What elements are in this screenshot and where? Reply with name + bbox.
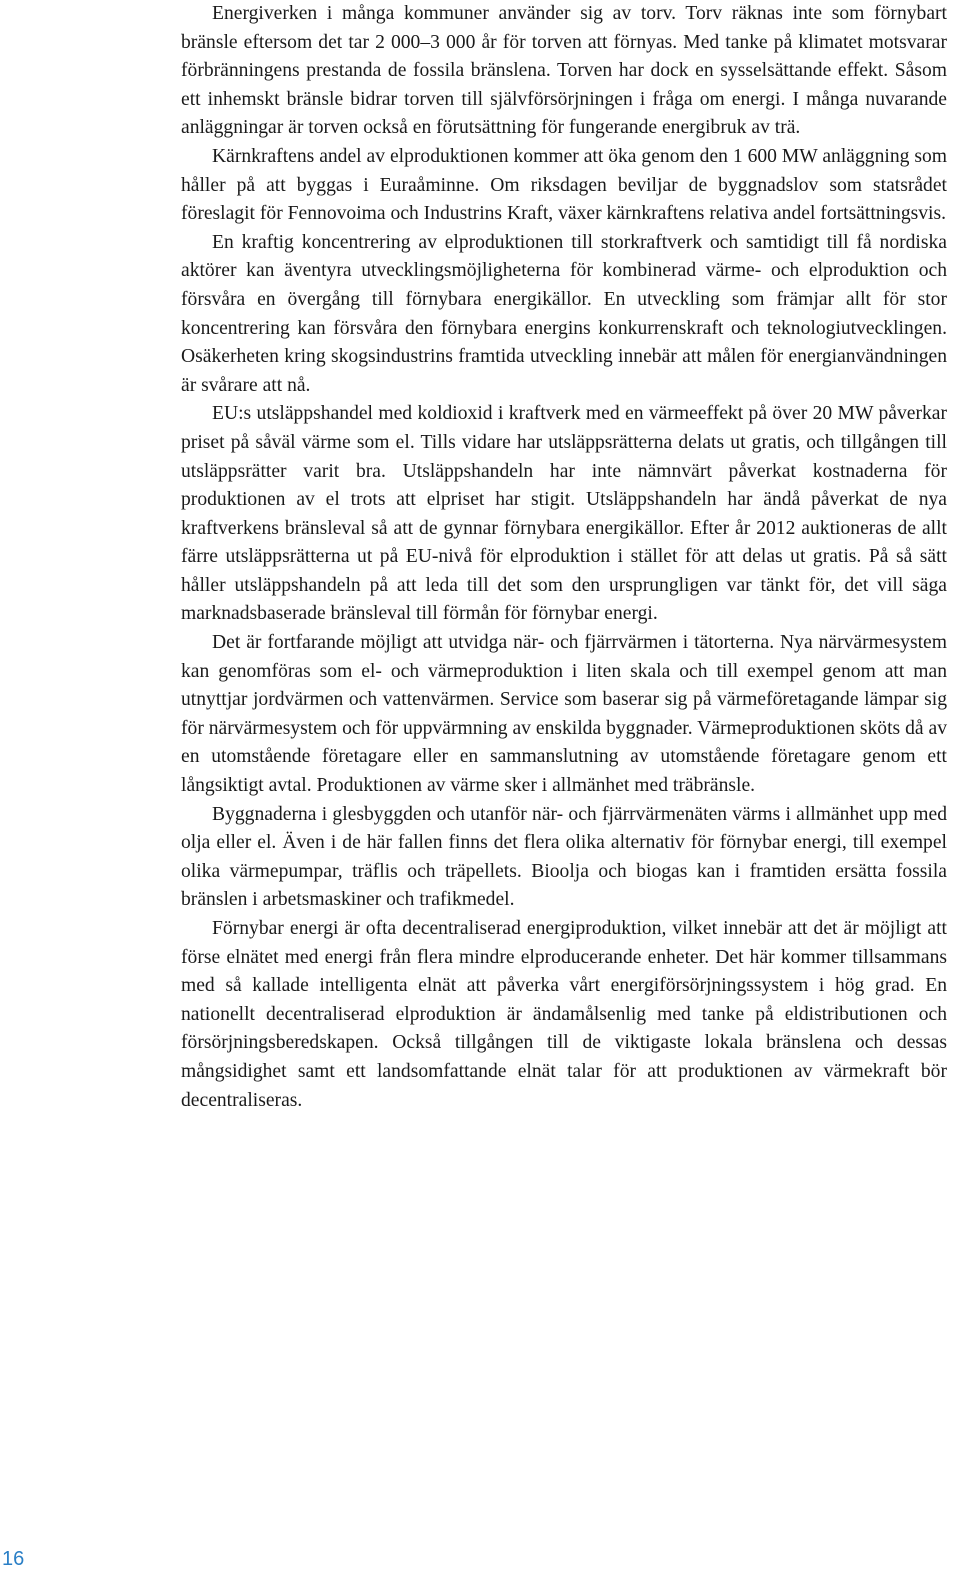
paragraph-concentration: En kraftig koncentrering av elproduktionen till storkraftverk och samtidigt till få nordiska aktörer kan äventyra utvecklingsmöjligheterna för kombinerad värme- och elproduktion och försvåra en övergång till förnybara energikällor. En utveckling som främjar allt för stor koncentrering kan försvåra den förnybara energins konkurrenskraft och teknologiutvecklingen. Osäkerheten kring skogsindustrins framtida utveckling innebär att målen för energianvändningen är svårare att nå. xyxy=(181,231,947,396)
paragraph-district-heating: Det är fortfarande möjligt att utvidga när- och fjärrvärmen i tätorterna. Nya närvärmesystem kan genomföras som el- och värmeproduktion i liten skala och till exempel genom att man utnyttjar jordvärmen och vattenvärmen. Service som baserar sig på värmeföretagande lämpar sig för närvärmesystem och för uppvärmning av enskilda byggnader. Värmeproduktionen sköts då av en utomstående företagare eller en sammanslutning av utomstående företagare genom ett långsiktigt avtal. Produktionen av värme sker i allmänhet med träbränsle. xyxy=(181,632,947,797)
paragraph-decentralised-energy: Förnybar energi är ofta decentraliserad energiproduktion, vilket innebär att det är möjligt att förse elnätet med energi från flera mindre elproducerande enheter. Det här kommer tillsammans med så kallade intelligenta elnät att påverka vårt energiförsörjningssystem i hög grad. En nationellt decentraliserad elproduktion är ändamålsenlig med tanke på eldistributionen och försörjningsberedskapen. Också tillgången till de viktigaste lokala bränslena och dessas mångsidighet samt ett landsomfattande elnät talar för att produktionen av värmekraft bör decentraliseras. xyxy=(181,918,947,1111)
page-number: 16 xyxy=(2,1548,25,1570)
body-text xyxy=(181,0,947,1115)
paragraph-emissions-trading: EU:s utsläppshandel med koldioxid i kraftverk med en värmeeffekt på över 20 MW påverkar priset på såväl värme som el. Tills vidare har utsläppsrätterna delats ut gratis, och tillgången till utsläppsrätter varit bra. Utsläppshandeln har inte nämnvärt påverkat kostnaderna för produktionen av el trots att elpriset har stigit. Utsläppshandeln har ändå påverkat de nya kraftverkens bränsleval så att de gynnar förnybara energikällor. Efter år 2012 auktioneras de allt färre utsläppsrätterna ut på EU-nivå för elproduktion i stället för att delas ut gratis. På så sätt håller utsläppshandeln på att leda till det som den ursprungligen var tänkt för, det vill säga marknadsbaserade bränsleval till förmån för förnybar energi. xyxy=(181,403,947,625)
paragraph-peat: Energiverken i många kommuner använder sig av torv. Torv räknas inte som förnybart bränsle eftersom det tar 2 000–3 000 år för torven att förnyas. Med tanke på klimatet motsvarar förbränningens prestanda de fossila bränslena. Torven har dock en sysselsättande effekt. Såsom ett inhemskt bränsle bidrar torven till självförsörjningen i fråga om energi. I många nuvarande anläggningar är torven också en förutsättning för fungerande energibruk av trä. xyxy=(181,3,947,139)
paragraph-rural-buildings: Byggnaderna i glesbyggden och utanför när- och fjärrvärmenäten värms i allmänhet upp med olja eller el. Även i de här fallen finns det flera olika alternativ för förnybar energi, till exempel olika värmepumpar, träflis och träpellets. Bioolja och biogas kan i framtiden ersätta fossila bränslen i arbetsmaskiner och trafikmedel. xyxy=(181,803,947,911)
paragraph-nuclear: Kärnkraftens andel av elproduktionen kommer att öka genom den 1 600 MW anläggning som håller på att byggas i Euraåminne. Om riksdagen beviljar de byggnadslov som statsrådet föreslagit för Fennovoima och Industrins Kraft, växer kärnkraftens relativa andel fortsättningsvis. xyxy=(181,145,947,225)
